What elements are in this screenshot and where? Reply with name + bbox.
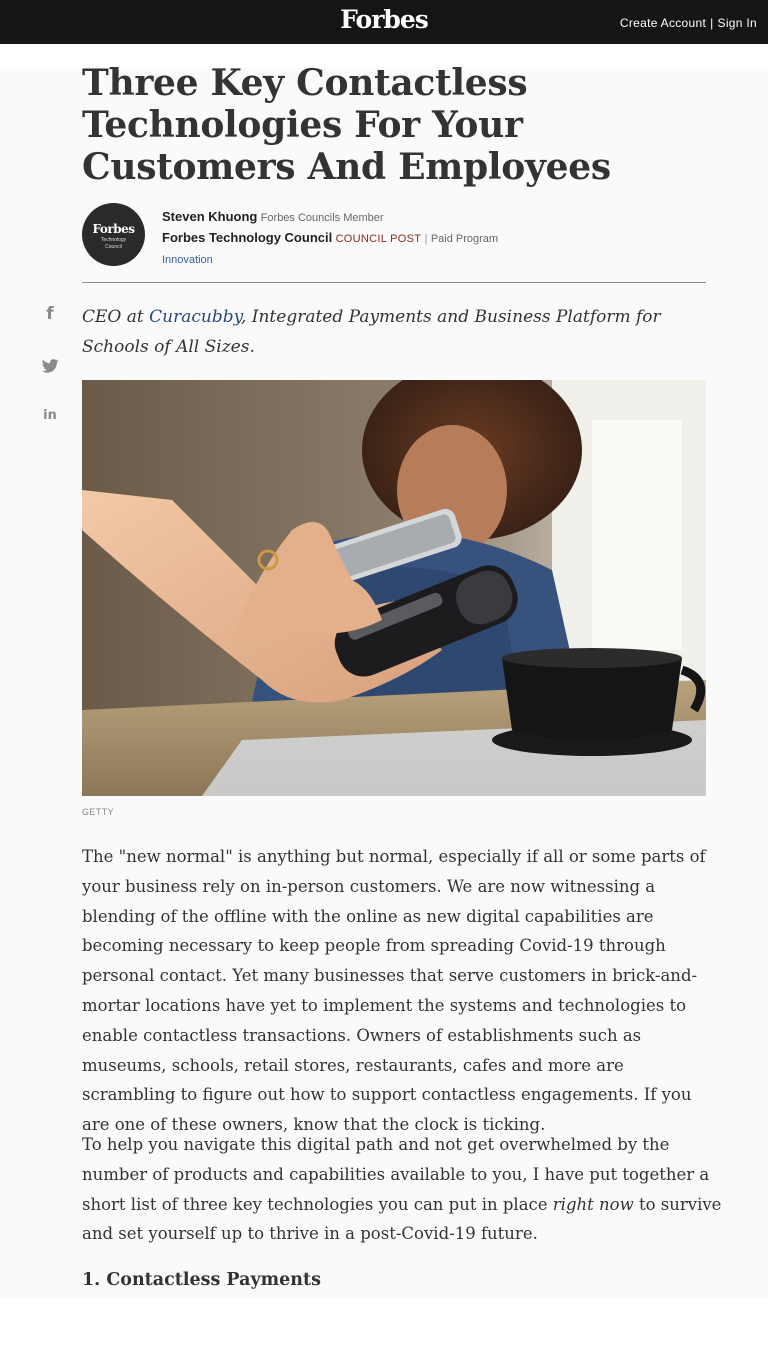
paid-program-label: Paid Program <box>430 233 499 245</box>
council-post-badge: COUNCIL POST <box>335 233 422 245</box>
byline-divider <box>82 282 706 283</box>
facebook-icon: f <box>46 304 54 324</box>
facebook-share-button[interactable] <box>38 304 62 326</box>
avatar-sub-line-2: Council <box>105 244 122 250</box>
author-name[interactable]: Steven Khuong <box>162 209 258 224</box>
byline <box>162 207 498 270</box>
sign-in-link[interactable]: Sign In <box>717 16 757 30</box>
dek-prefix: CEO at <box>82 307 150 327</box>
council-name[interactable]: Forbes Technology Council <box>162 230 333 245</box>
image-credit: GETTY <box>82 807 115 817</box>
paragraph-2-end: to survive and set yourself up to thrive in a post-Covid-19 future. <box>82 1194 722 1244</box>
hero-image <box>82 380 706 796</box>
paragraph-2-emphasis: right now <box>552 1194 634 1214</box>
dek-suffix: , Integrated Payments and Business Platform for Schools of All Sizes. <box>82 307 661 357</box>
linkedin-icon: in <box>43 408 57 423</box>
company-link[interactable]: Curacubby <box>149 307 241 327</box>
article-paragraph-2 <box>82 1130 722 1249</box>
auth-separator: | <box>710 16 714 30</box>
article-headline: Three Key Contactless Technologies For Your Customers And Employees <box>82 62 611 188</box>
avatar-logo-text: Forbes <box>92 222 135 236</box>
avatar-sub-line-1: Technology <box>100 237 127 243</box>
article-paragraph-1: The "new normal" is anything but normal, especially if all or some parts of your business rely on in-person customers. We are now witnessing a blending of the offline with the online as new digital capabilities are becoming necessary to keep people from spreading Covid-19 through personal contact. Yet many businesses that serve customers in brick-and-mortar locations have yet to implement the systems and technologies to enable contactless transactions. Owners of establishments such as museums, schools, retail stores, restaurants, cafes and more are scrambling to figure out how to support contactless engagements. If you are one of these owners, know that the clock is ticking. <box>82 847 706 1135</box>
contactless-payment-photo <box>82 380 706 796</box>
topic-line <box>162 249 498 270</box>
auth-links <box>620 16 757 30</box>
byline-separator: | <box>424 233 428 245</box>
council-avatar[interactable] <box>82 203 145 266</box>
author-dek <box>82 302 712 362</box>
author-line <box>162 207 498 228</box>
topic-link[interactable]: Innovation <box>162 254 213 266</box>
create-account-link[interactable]: Create Account <box>619 16 707 30</box>
paragraph-2-start: To help you navigate this digital path and not get overwhelmed by the number of products and capabilities available to you, I have put together a short list of three key technologies you can put in place <box>82 1135 710 1214</box>
twitter-share-button[interactable] <box>38 356 62 378</box>
linkedin-share-button[interactable] <box>38 406 62 428</box>
author-role: Forbes Councils Member <box>260 212 384 224</box>
council-line <box>162 228 498 249</box>
top-navigation-bar <box>0 0 768 44</box>
forbes-logo[interactable]: Forbes <box>340 5 428 34</box>
section-heading: 1. Contactless Payments <box>82 1270 321 1290</box>
twitter-icon <box>42 359 59 373</box>
